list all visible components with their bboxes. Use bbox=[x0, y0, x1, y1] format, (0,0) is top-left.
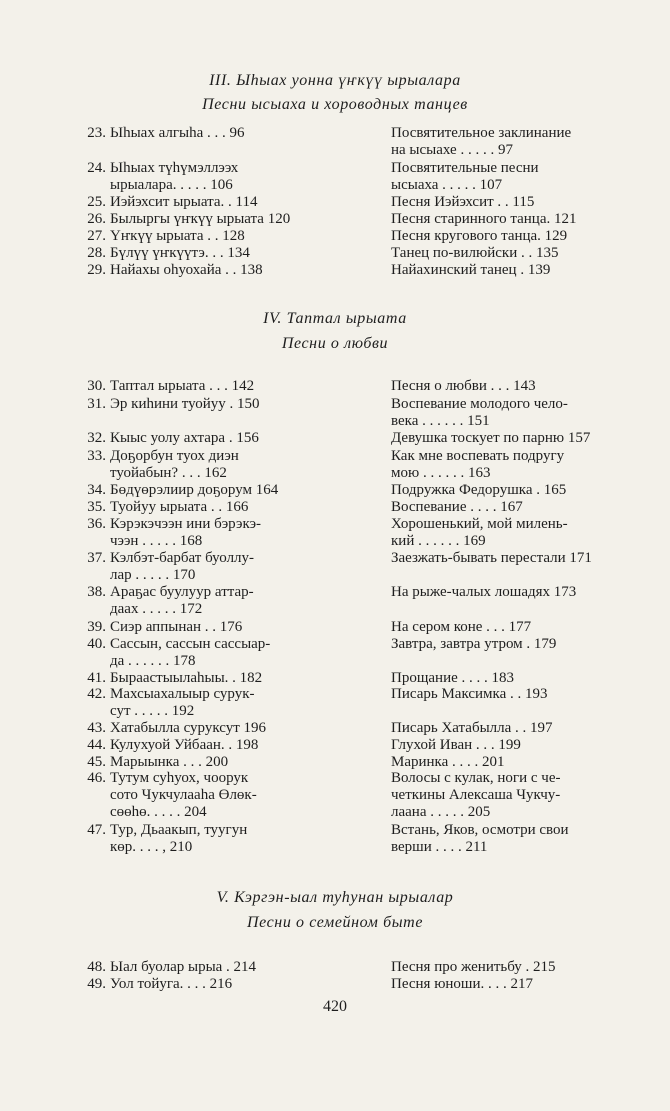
entry-line: Танец по-вилюйски . . 135 bbox=[391, 245, 559, 261]
entry-title-russian bbox=[391, 770, 625, 821]
entry-title-russian bbox=[391, 959, 625, 976]
entry-line: Встань, Яков, осмотри свои bbox=[391, 822, 569, 838]
entry-line: Бүлүү үҥкүүтэ. . . 134 bbox=[110, 245, 250, 261]
entry-number: 44. bbox=[87, 737, 106, 753]
entry-number: 47. bbox=[87, 822, 106, 838]
entry-title-yakut bbox=[110, 584, 334, 618]
entry-line: Хорошенький, мой милень- bbox=[391, 516, 568, 532]
section-title: IV. Таптал ырыата bbox=[263, 310, 407, 327]
entry-title-russian bbox=[391, 211, 625, 228]
entry-line: Воспевание . . . . 167 bbox=[391, 499, 523, 515]
entry-title-yakut bbox=[110, 686, 334, 720]
entry-title-russian bbox=[391, 228, 625, 245]
entry-line: Воспевание молодого чело- bbox=[391, 396, 568, 412]
entry-title-yakut bbox=[110, 976, 334, 993]
entry-line: Песня кругового танца. 129 bbox=[391, 228, 568, 244]
entry-line: Тутум суһуох, чоорук bbox=[110, 770, 249, 786]
entry-title-russian bbox=[391, 720, 625, 737]
entry-line: Подружка Федорушка . 165 bbox=[391, 482, 567, 498]
entry-title-yakut bbox=[110, 619, 334, 636]
entry-title-russian bbox=[391, 482, 625, 499]
entry-title-russian bbox=[391, 822, 625, 856]
entry-title-yakut bbox=[110, 430, 334, 447]
entry-number: 34. bbox=[87, 482, 106, 498]
entry-line: Кыыс уолу ахтара . 156 bbox=[110, 430, 259, 446]
entry-line: Сиэр аппынан . . 176 bbox=[110, 619, 243, 635]
entry-title-russian bbox=[391, 430, 625, 447]
entry-line: Заезжать-бывать перестали 171 bbox=[391, 550, 592, 566]
entry-line: Посвятительное заклинание bbox=[391, 125, 572, 141]
entry-title-yakut bbox=[110, 737, 334, 754]
entry-number: 33. bbox=[87, 448, 106, 464]
entry-line: Кэрэкэчээн ини бэрэкэ- bbox=[110, 516, 262, 532]
entry-line: кий . . . . . . 169 bbox=[391, 533, 486, 549]
entry-title-russian bbox=[391, 670, 625, 687]
entry-line: Писарь Максимка . . 193 bbox=[391, 686, 548, 702]
entry-line: Прощание . . . . 183 bbox=[391, 670, 515, 686]
entry-title-russian bbox=[391, 516, 625, 550]
entry-number: 48. bbox=[87, 959, 106, 975]
entry-line: сут . . . . . 192 bbox=[110, 703, 195, 719]
entry-number: 25. bbox=[87, 194, 106, 210]
entry-title-russian bbox=[391, 160, 625, 194]
entry-line: Ыһыах алгыһа . . . 96 bbox=[110, 125, 245, 141]
entry-title-yakut bbox=[110, 822, 334, 856]
entry-line: Марыынка . . . 200 bbox=[110, 754, 229, 770]
entry-line: туойабын? . . . 162 bbox=[110, 465, 227, 481]
entry-line: Быраастыылаһыы. . 182 bbox=[110, 670, 263, 686]
entry-line: да . . . . . . 178 bbox=[110, 653, 196, 669]
entry-line: мою . . . . . . 163 bbox=[391, 465, 491, 481]
entry-line: сото Чукчулааһа Өлөк- bbox=[110, 787, 257, 803]
entry-line: Песня юноши. . . . 217 bbox=[391, 976, 534, 992]
entry-title-yakut bbox=[110, 482, 334, 499]
entry-line: ырыалара. . . . . 106 bbox=[110, 177, 233, 193]
entry-line: лар . . . . . 170 bbox=[110, 567, 196, 583]
entry-line: Посвятительные песни bbox=[391, 160, 539, 176]
entry-line: на ысыахе . . . . . 97 bbox=[391, 142, 513, 158]
entry-line: Как мне воспевать подругу bbox=[391, 448, 565, 464]
page-number: 420 bbox=[323, 998, 347, 1015]
entry-title-russian bbox=[391, 976, 625, 993]
entry-number: 39. bbox=[87, 619, 106, 635]
entry-title-yakut bbox=[110, 125, 334, 142]
entry-number: 41. bbox=[87, 670, 106, 686]
entry-line: сөөһө. . . . . 204 bbox=[110, 804, 207, 820]
entry-line: Найахинский танец . 139 bbox=[391, 262, 551, 278]
entry-number: 28. bbox=[87, 245, 106, 261]
section-title: III. Ыһыах уонна үҥкүү ырыалара bbox=[209, 72, 461, 89]
entry-line: Маринка . . . . 201 bbox=[391, 754, 505, 770]
entry-title-russian bbox=[391, 448, 625, 482]
entry-title-yakut bbox=[110, 228, 334, 245]
entry-title-yakut bbox=[110, 194, 334, 211]
entry-number: 36. bbox=[87, 516, 106, 532]
entry-title-yakut bbox=[110, 396, 334, 413]
entry-title-russian bbox=[391, 584, 625, 601]
entry-line: чээн . . . . . 168 bbox=[110, 533, 203, 549]
entry-line: верши . . . . 211 bbox=[391, 839, 488, 855]
entry-title-russian bbox=[391, 194, 625, 211]
entry-number: 26. bbox=[87, 211, 106, 227]
entry-line: Песня про женитьбу . 215 bbox=[391, 959, 556, 975]
entry-number: 32. bbox=[87, 430, 106, 446]
entry-line: На рыже-чалых лошадях 173 bbox=[391, 584, 577, 600]
entry-title-yakut bbox=[110, 720, 334, 737]
entry-number: 29. bbox=[87, 262, 106, 278]
entry-line: Былыргы үҥкүү ырыата 120 bbox=[110, 211, 291, 227]
entry-title-russian bbox=[391, 125, 625, 159]
entry-title-yakut bbox=[110, 516, 334, 550]
entry-line: ысыаха . . . . . 107 bbox=[391, 177, 503, 193]
entry-title-russian bbox=[391, 754, 625, 771]
entry-line: Эр киһини туойуу . 150 bbox=[110, 396, 260, 412]
entry-line: Найахы оһуохайа . . 138 bbox=[110, 262, 263, 278]
entry-title-yakut bbox=[110, 211, 334, 228]
entry-line: Волосы с кулак, ноги с че- bbox=[391, 770, 561, 786]
entry-title-russian bbox=[391, 550, 625, 567]
entry-line: Тур, Дьаакып, туугун bbox=[110, 822, 248, 838]
entry-number: 30. bbox=[87, 378, 106, 394]
entry-line: века . . . . . . 151 bbox=[391, 413, 490, 429]
section-title: V. Кэргэн-ыал туһунан ырыалар bbox=[216, 889, 454, 906]
entry-line: Кэлбэт-барбат буоллу- bbox=[110, 550, 255, 566]
entry-line: Песня старинного танца. 121 bbox=[391, 211, 577, 227]
section-subtitle: Песни о семейном быте bbox=[246, 914, 424, 931]
entry-line: Завтра, завтра утром . 179 bbox=[391, 636, 557, 652]
entry-title-yakut bbox=[110, 245, 334, 262]
entry-title-yakut bbox=[110, 770, 334, 821]
entry-line: Хатабылла суруксут 196 bbox=[110, 720, 267, 736]
entry-title-yakut bbox=[110, 636, 334, 670]
section-subtitle: Песни о любви bbox=[281, 335, 389, 352]
entry-line: На сером коне . . . 177 bbox=[391, 619, 532, 635]
entry-line: Махсыахалыыр сурук- bbox=[110, 686, 255, 702]
entry-title-russian bbox=[391, 245, 625, 262]
entry-number: 24. bbox=[87, 160, 106, 176]
entry-number: 45. bbox=[87, 754, 106, 770]
entry-line: Уол тойуга. . . . 216 bbox=[110, 976, 233, 992]
entry-title-yakut bbox=[110, 448, 334, 482]
entry-number: 31. bbox=[87, 396, 106, 412]
entry-title-russian bbox=[391, 378, 625, 395]
entry-line: Доҕорбун туох диэн bbox=[110, 448, 239, 464]
entry-line: Ыал буолар ырыа . 214 bbox=[110, 959, 257, 975]
entry-line: көр. . . . , 210 bbox=[110, 839, 193, 855]
entry-title-russian bbox=[391, 262, 625, 279]
entry-title-russian bbox=[391, 737, 625, 754]
entry-number: 23. bbox=[87, 125, 106, 141]
entry-number: 27. bbox=[87, 228, 106, 244]
entry-line: четкины Алексаша Чукчу- bbox=[391, 787, 561, 803]
entry-title-yakut bbox=[110, 499, 334, 516]
entry-line: Үҥкүү ырыата . . 128 bbox=[110, 228, 245, 244]
entry-title-russian bbox=[391, 686, 625, 703]
entry-number: 43. bbox=[87, 720, 106, 736]
entry-title-yakut bbox=[110, 262, 334, 279]
entry-line: Песня о любви . . . 143 bbox=[391, 378, 536, 394]
entry-number: 42. bbox=[87, 686, 106, 702]
entry-number: 49. bbox=[87, 976, 106, 992]
entry-line: Песня Иэйэхсит . . 115 bbox=[391, 194, 535, 210]
entry-number: 38. bbox=[87, 584, 106, 600]
entry-number: 46. bbox=[87, 770, 106, 786]
entry-line: даах . . . . . 172 bbox=[110, 601, 203, 617]
entry-title-yakut bbox=[110, 959, 334, 976]
entry-title-yakut bbox=[110, 160, 334, 194]
entry-line: Кулухуой Уйбаан. . 198 bbox=[110, 737, 259, 753]
entry-line: Глухой Иван . . . 199 bbox=[391, 737, 521, 753]
entry-line: лаана . . . . . 205 bbox=[391, 804, 491, 820]
entry-title-russian bbox=[391, 499, 625, 516]
entry-line: Туойуу ырыата . . 166 bbox=[110, 499, 249, 515]
entry-line: Ыһыах түһүмэллээх bbox=[110, 160, 239, 176]
entry-title-yakut bbox=[110, 754, 334, 771]
entry-line: Араҕас буулуур аттар- bbox=[110, 584, 254, 600]
entry-title-russian bbox=[391, 636, 625, 653]
entry-title-yakut bbox=[110, 670, 334, 687]
entry-line: Таптал ырыата . . . 142 bbox=[110, 378, 255, 394]
entry-title-russian bbox=[391, 396, 625, 430]
entry-title-yakut bbox=[110, 378, 334, 395]
entry-line: Писарь Хатабылла . . 197 bbox=[391, 720, 553, 736]
entry-line: Бөдүөрэлиир доҕорум 164 bbox=[110, 482, 279, 498]
entry-line: Сассын, сассын сассыар- bbox=[110, 636, 271, 652]
entry-number: 35. bbox=[87, 499, 106, 515]
entry-line: Иэйэхсит ырыата. . 114 bbox=[110, 194, 258, 210]
entry-line: Девушка тоскует по парню 157 bbox=[391, 430, 591, 446]
entry-title-russian bbox=[391, 619, 625, 636]
entry-title-yakut bbox=[110, 550, 334, 584]
entry-number: 40. bbox=[87, 636, 106, 652]
entry-number: 37. bbox=[87, 550, 106, 566]
section-subtitle: Песни ысыаха и хороводных танцев bbox=[202, 96, 468, 113]
